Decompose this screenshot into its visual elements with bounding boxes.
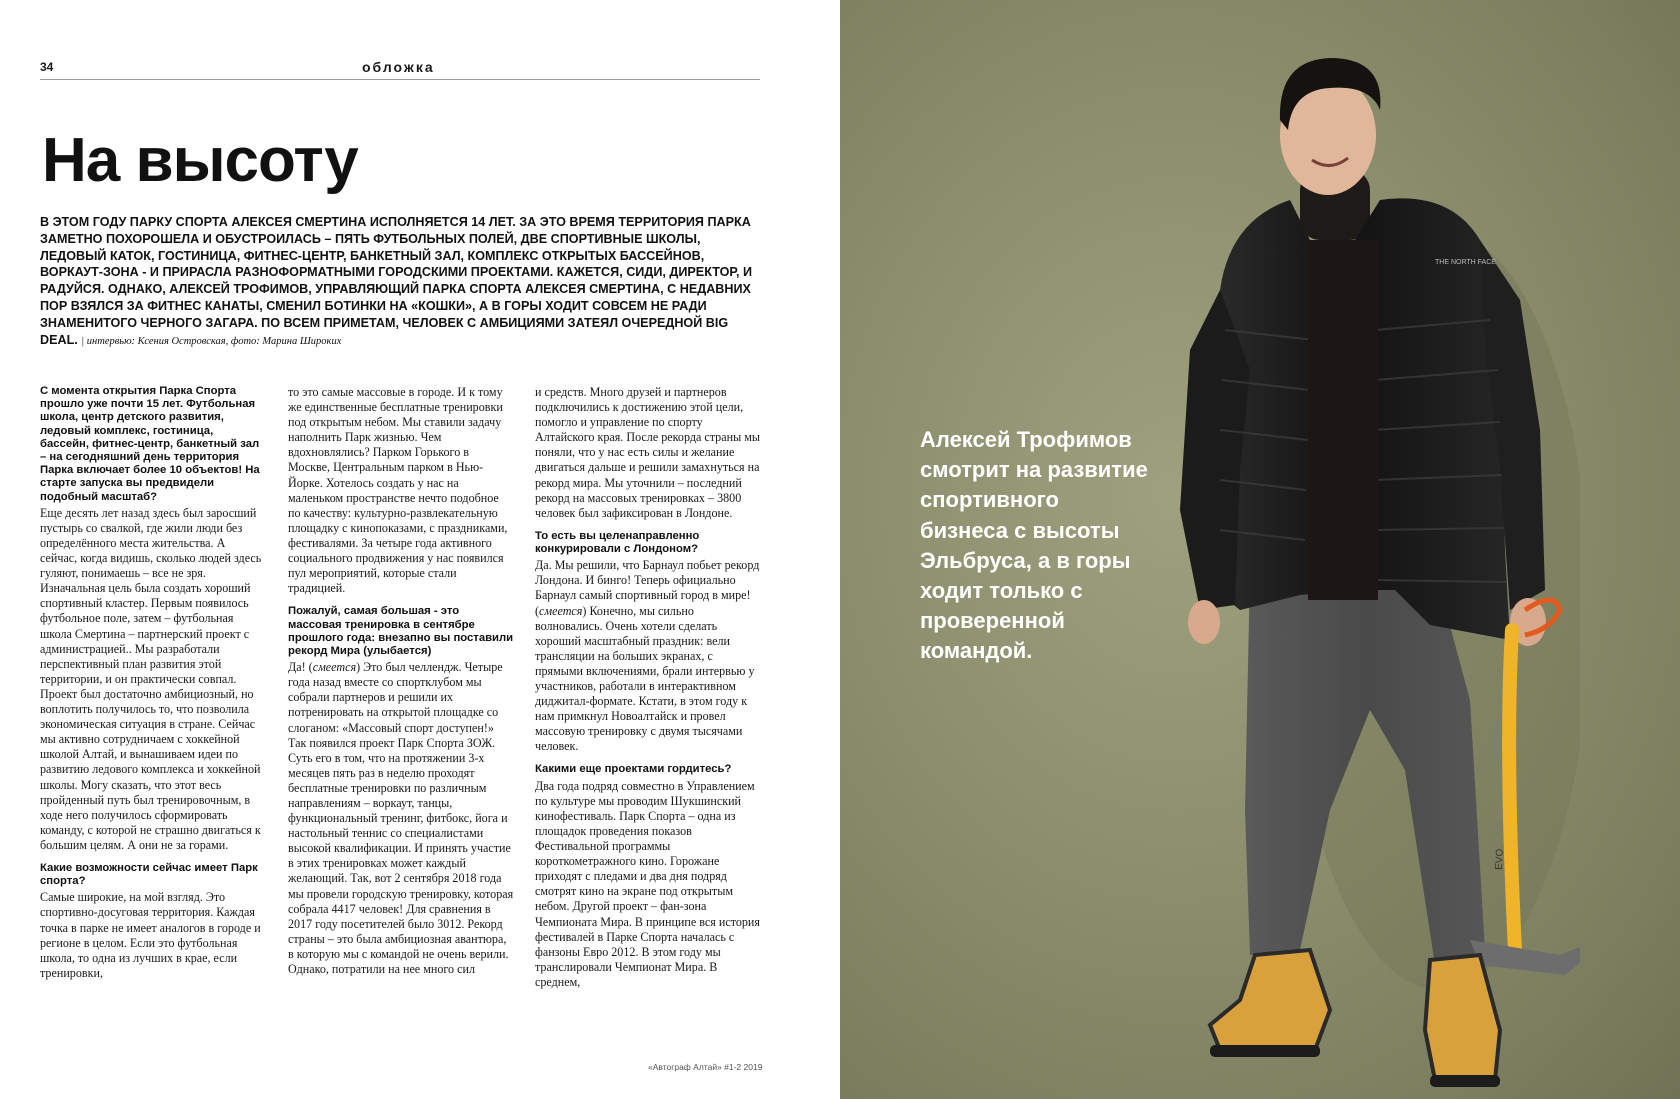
left-boot <box>1210 950 1330 1050</box>
lead-text: В ЭТОМ ГОДУ ПАРКУ СПОРТА АЛЕКСЕЯ СМЕРТИНА ИСПОЛНЯЕТСЯ 14 ЛЕТ. ЗА ЭТО ВРЕМЯ ТЕРРИТОРИЯ ПАРКА ЗАМЕТНО ПОХОРОШЕЛА И ОБУСТРОИЛАСЬ – ПЯТЬ ФУТБОЛЬНЫХ ПОЛЕЙ, ДВЕ СПОРТИВНЫЕ ШКОЛЫ, ЛЕДОВЫЙ КАТОК, ГОСТИНИЦА, ФИТНЕС-ЦЕНТР, БАНКЕТНЫЙ ЗАЛ, КОМПЛЕКС ОТКРЫТЫХ БАССЕЙНОВ, ВОРКАУТ-ЗОНА - И ПРИРАСЛА РАЗНОФОРМАТНЫМИ ГОРОДСКИМИ ПРОЕКТАМИ. КАЖЕТСЯ, СИДИ, ДИРЕКТОР, И РАДУЙСЯ. ОДНАКО, АЛЕКСЕЙ ТРОФИМОВ, УПРАВЛЯЮЩИЙ ПАРКА СПОРТА АЛЕКСЕЯ СМЕРТИНА, С НЕДАВНИХ ПОР ВЗЯЛСЯ ЗА ФИТНЕС КАНАТЫ, СМЕНИЛ БОТИНКИ НА «КОШКИ», А В ГОРЫ ХОДИТ СОВСЕМ НЕ РАДИ ЗНАМЕНИТОГО ЧЕРНОГО ЗАГАРА. ПО ВСЕМ ПРИМЕТАМ, ЧЕЛОВЕК С АМБИЦИЯМИ ЗАТЕЯЛ ОЧЕРЕДНОЙ BIG DEAL. <box>40 215 753 347</box>
answer: то это самые массовые в городе. И к тому же единственные бесплатные тренировки под открытым небом. Мы ставили задачу наполнить Парк жизнью. Чем вдохновлялись? Парком Горького в Москве, Центральным парком в Нью-Йорке. Хотелось создать у нас на маленьком пространстве нечто подобное по качеству: культурно-развлекательную площадку с кинопоказами, с праздниками, фестивалями. За четыре года активного социального продвижения у нас появился пул мероприятий, которые стали традицией. <box>288 385 508 596</box>
question: Какие возможности сейчас имеет Парк спорта? <box>40 861 258 888</box>
answer: Два года подряд совместно в Управлением по культуре мы проводим Шукшинский кинофестиваль. Парк Спорта – одна из площадок проведения показов Фестивальной программы короткометражного кино. Горожане приходят с пледами и два дня подряд смотрят кино на экране под открытым небом. Другой проект – фан-зона Чемпионата Мира. В принципе вся история фестивалей в Парке Спорта началась с фанзоны Евро 2012. В этом году мы транслировали Чемпионат Мира. В среднем, <box>535 778 760 989</box>
answer-part: ) Конечно, мы сильно волновались. Очень хотели сделать хороший масштабный праздник: вели трансляции на больших экранах, с прямыми включениями, брали интервью у участников, работали в интерактивном диджитал-формате. Кстати, в этом году к нам примкнул Новоалтайск и провел массовую тренировку с двумя тысячами человек. <box>535 603 755 754</box>
sweater <box>1308 240 1378 600</box>
answer: Еще десять лет назад здесь был заросший пустырь со свалкой, где жили люди без определённого места жительства. А сейчас, когда видишь, сколько людей здесь гуляют, понимаешь – все не зря. Изначальная цель была создать хороший спортивный кластер. Первым появилось футбольное поле, затем – футбольная школа Смертина – партнерский проект с администрацией.. Мы разработали перспективный план развития этой территории, и он практически совпал. Проект был достаточно амбициозный, но воплотить получилось то, что позволила экономическая ситуация в стране. Сейчас мы активно сотрудничаем с хоккейной школой Алтай, и вынашиваем идеи по развитию ледового комплекса и хоккейной школы. Могу сказать, что этот весь пройденный путь был тренировочным, в ходе него получилось сформировать команду, с которой не страшно двигаться к большим целям. А они не за горами. <box>40 505 262 852</box>
question: То есть вы целенаправленно конкурировали с Лондоном? <box>535 529 700 556</box>
right-boot-sole <box>1430 1075 1500 1087</box>
right-boot <box>1425 955 1500 1080</box>
ice-axe-shaft <box>1509 630 1515 950</box>
answer: и средств. Много друзей и партнеров подключились к достижению этой цели, помогло и управление по спорту Алтайского края. После рекорда страны мы поняли, что у нас есть силы и желание двигаться дальше и решили замахнуться на рекорд мира. Мы уточнили – последний рекорд на массовых тренировках – 3800 человек был зафиксирован в Лондоне. <box>535 385 760 520</box>
text-column-3 <box>535 385 763 992</box>
portrait-illustration <box>1180 50 1580 1090</box>
page-number: 34 <box>40 60 54 74</box>
answer-italic: смеется <box>312 660 357 675</box>
question: С момента открытия Парка Спорта прошло уже почти 15 лет. Футбольная школа, центр детского развития, ледовый комплекс, гостиница, бассейн, фитнес-центр, банкетный зал – на сегодняшний день территория Парка включает более 10 объектов! На старте запуска вы предвидели подобный масштаб? <box>40 385 260 503</box>
pull-quote: Алексей Трофимов смотрит на развитие спортивного бизнеса с высоты Эльбруса, а в горы ходит только с проверенной командой. <box>920 427 1148 664</box>
text-column-2 <box>288 385 514 979</box>
answer <box>288 660 514 977</box>
text-column-1 <box>40 385 265 983</box>
jacket-logo: THE NORTH FACE <box>1435 259 1496 266</box>
answer-part: Да. Мы решили, что Барнаул побьет рекорд Лондона. И бинго! Теперь официально Барнаул самый спортивный город в мире! ( <box>535 558 760 618</box>
top-rule <box>40 79 760 80</box>
section-label: обложка <box>362 59 435 75</box>
magazine-footer: «Автограф Алтай» #1-2 2019 <box>648 1062 763 1072</box>
article-lead <box>40 214 762 350</box>
ice-axe-label: EVO <box>1494 848 1506 871</box>
answer <box>535 558 763 754</box>
answer-part: Да! ( <box>288 660 313 675</box>
left-boot-sole <box>1210 1045 1320 1057</box>
answer-part: ) Это был челлендж. Четыре года назад вместе со спортклубом мы собрали партнеров и решили их потренировать на открытой площадке со слоганом: «Массовый спорт доступен!» Так появился проект Парк Спорта ЗОЖ. Суть его в том, что на протяжении 3-х месяцев пять раз в неделю проходят бесплатные тренировки по различным направлениям – воркаут, танцы, функциональный тренинг, фитбокс, йога и настольный теннис со специалистами высокой квалификации. И принять участие в этих тренировках может каждый желающий. Так, вот 2 сентября 2018 года мы провели городскую тренировку, которая собрала 4417 человек! Для сравнения в 2017 году посетителей было 3012. Рекорд страны – это была амбициозная авантюра, в которую мы с командой не очень верили. Однако, потратили на нее много сил <box>288 660 514 976</box>
answer: Самые широкие, на мой взгляд. Это спортивно-досуговая территория. Каждая точка в парке не имеет аналогов в городе и регионе в целом. Если это футбольная школа, то одна из лучших в крае, если тренировки, <box>40 890 261 980</box>
left-hand <box>1188 600 1220 644</box>
article-title: На высоту <box>42 126 358 195</box>
question: Пожалуй, самая большая - это массовая тренировка в сентябре прошлого года: внезапно вы поставили рекорд Мира (улыбается) <box>288 605 514 657</box>
question: Какими еще проектами гордитесь? <box>535 763 732 776</box>
article-credits: | интервью: Ксения Островская, фото: Марина Широких <box>81 335 342 347</box>
answer-italic: смеется <box>539 603 583 618</box>
